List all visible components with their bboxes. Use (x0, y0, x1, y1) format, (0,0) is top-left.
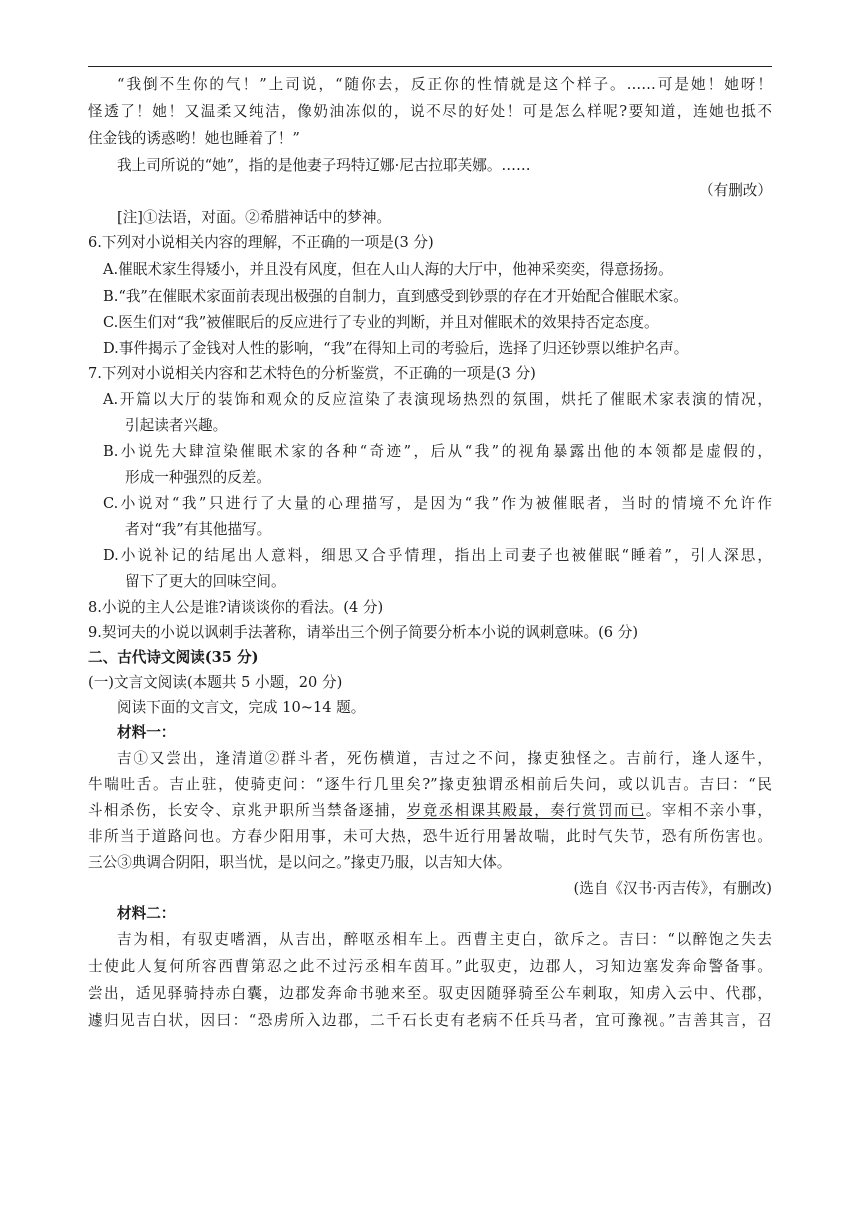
story-p1-line3: 住金钱的诱惑哟！她也睡着了！” (88, 130, 300, 147)
material1-label: 材料一： (117, 724, 176, 741)
material2-line3: 尝出，适见驿骑持赤白囊，边郡发奔命书驰来至。驭吏因随驿骑至公车刺取，知虏入云中、代郡， (88, 985, 772, 1002)
story-p1-line1: “我倒不生你的气！”上司说，“随你去，反正你的性情就是这个样子。……可是她！她呀！ (117, 76, 772, 93)
material1-line1: 吉①又尝出，逢清道②群斗者，死伤横道，吉过之不问，掾吏独怪之。吉前行，逢人逐牛， (117, 750, 772, 767)
q9: 9.契诃夫的小说以讽刺手法著称，请举出三个例子简要分析本小说的讽刺意味。(6 分) (88, 624, 639, 641)
q7-option-b-line1: B.小说先大肆渲染催眠术家的各种“奇迹”，后从“我”的视角暴露出他的本领都是虚假的， (103, 443, 772, 460)
q6-option-a: A.催眠术家生得矮小，并且没有风度，但在人山人海的大厅中，他神采奕奕，得意扬扬。 (103, 261, 673, 278)
section2-title: 二、古代诗文阅读(35 分) (88, 649, 259, 666)
q7-option-b-line2: 形成一种强烈的反差。 (125, 469, 271, 486)
q7-option-d-line2: 留下了更大的回味空间。 (125, 573, 286, 590)
header-rule (88, 66, 772, 67)
q7-option-c-line2: 者对“我”有其他描写。 (125, 521, 272, 538)
material2-label: 材料二： (117, 905, 176, 922)
material1-line2: 牛喘吐舌。吉止驻，使骑吏问：“逐牛行几里矣?”掾吏独谓丞相前后失问，或以讥吉。吉曰：“民 (88, 776, 772, 793)
footnotes: [注]①法语，对面。②希腊神话中的梦神。 (117, 209, 392, 226)
underlined-sentence: 岁竟丞相课其殿最，奏行赏罚而已 (406, 802, 646, 819)
q7-option-a-line1: A.开篇以大厅的装饰和观众的反应渲染了表演现场热烈的氛围，烘托了催眠术家表演的情况， (103, 391, 772, 408)
material1-line3-b: 。宰相不亲小事， (645, 802, 772, 819)
q6-option-d: D.事件揭示了金钱对人性的影响，“我”在得知上司的考验后，选择了归还钞票以维护名声。 (103, 340, 689, 357)
material2-line1: 吉为相，有驭吏嗜酒，从吉出，醉呕丞相车上。西曹主吏白，欲斥之。吉曰：“以醉饱之失去 (117, 931, 772, 948)
story-p1-line2: 怪透了！她！又温柔又纯洁，像奶油冻似的，说不尽的好处！可是怎么样呢?要知道，连她也抵不 (88, 103, 772, 120)
q6-option-c: C.医生们对“我”被催眠后的反应进行了专业的判断，并且对催眠术的效果持否定态度。 (103, 314, 659, 331)
instruction: 阅读下面的文言文，完成 10~14 题。 (117, 699, 366, 716)
q6-option-b: B.“我”在催眠术家面前表现出极强的自制力，直到感受到钞票的存在才开始配合催眠术家。 (103, 288, 688, 305)
adapted-note: （有删改） (699, 182, 772, 199)
story-p2: 我上司所说的“她”，指的是他妻子玛特辽娜·尼古拉耶芙娜。…… (117, 157, 531, 174)
material2-line2: 士使此人复何所容西曹第忍之此不过污丞相车茵耳。”此驭吏，边郡人，习知边塞发奔命警备事。 (88, 958, 772, 975)
q7-option-a-line2: 引起读者兴趣。 (125, 417, 228, 434)
q8: 8.小说的主人公是谁?请谈谈你的看法。(4 分) (88, 599, 384, 616)
material1-line3-a: 斗相杀伤，长安令、京兆尹职所当禁备逐捕， (88, 802, 407, 819)
q7-stem: 7.下列对小说相关内容和艺术特色的分析鉴赏，不正确的一项是(3 分) (88, 365, 536, 382)
material1-source: (选自《汉书·丙吉传》，有删改) (573, 880, 772, 897)
q7-option-d-line1: D.小说补记的结尾出人意料，细思又合乎情理，指出上司妻子也被催眠“睡着”，引人深思， (103, 547, 772, 564)
section2-sub1: (一)文言文阅读(本题共 5 小题，20 分) (88, 674, 343, 691)
q7-option-c-line1: C.小说对“我”只进行了大量的心理描写，是因为“我”作为被催眠者，当时的情境不允许作 (103, 495, 772, 512)
material1-line5: 三公③典调合阴阳，职当忧，是以问之。”掾吏乃服，以吉知大体。 (88, 854, 512, 871)
material2-line4: 遽归见吉白状，因曰：“恐虏所入边郡，二千石长吏有老病不任兵马者，宜可豫视。”吉善其言，召 (88, 1012, 772, 1029)
q6-stem: 6.下列对小说相关内容的理解，不正确的一项是(3 分) (88, 234, 434, 251)
material1-line4: 非所当于道路问也。方春少阳用事，未可大热，恐牛近行用暑故喘，此时气失节，恐有所伤害也。 (88, 828, 772, 845)
material1-line3 (88, 801, 772, 821)
